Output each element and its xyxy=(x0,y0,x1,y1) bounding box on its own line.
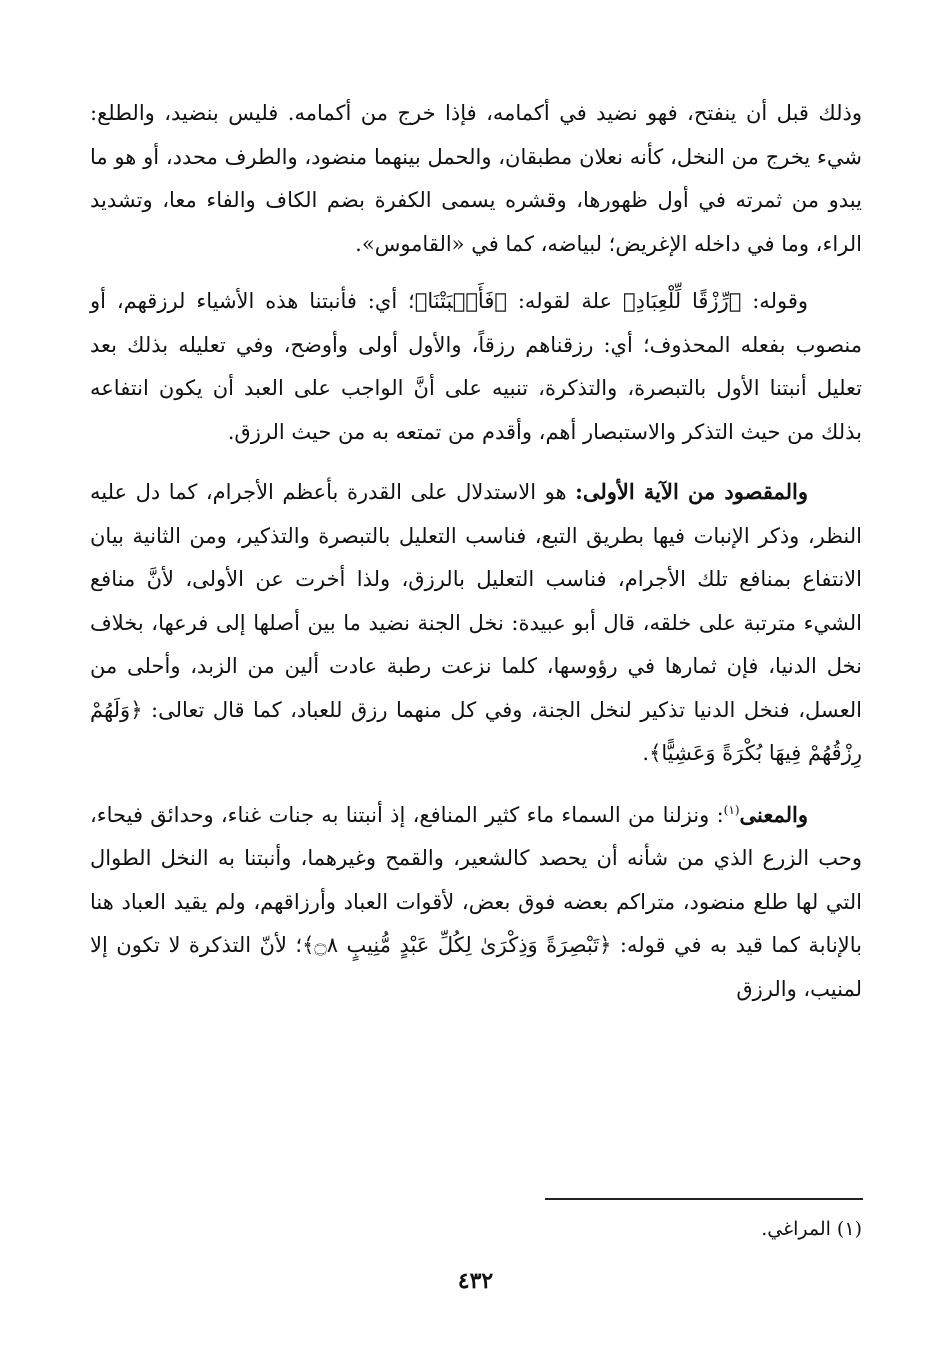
paragraph-4 xyxy=(90,793,862,1012)
paragraph-3-text: هو الاستدلال على القدرة بأعظم الأجرام، كما دل عليه النظر، وذكر الإنبات فيها بطريق التبع، فناسب التعليل بالتبصرة والتذكير، ومن الثانية بيان الانتفاع بمنافع تلك الأجرام، فناسب التعليل بالرزق، ولذا أخرت عن الأولى، لأنَّ منافع الشيء مترتبة على خلقه، قال أبو عبيدة: نخل الجنة نضيد ما بين أصلها إلى فرعها، بخلاف نخل الدنيا، فإن ثمارها في رؤوسها، كلما نزعت رطبة عادت ألين من الزبد، وأحلى من العسل، فنخل الدنيا تذكير لنخل الجنة، وفي كل منهما رزق للعباد، كما قال تعالى: ﴿وَلَهُمْ رِزْقُهُمْ فِيهَا بُكْرَةً وَعَشِيًّا﴾. xyxy=(90,480,862,765)
paragraph-1: وذلك قبل أن ينفتح، فهو نضيد في أكمامه، فإذا خرج من أكمامه. فليس بنضيد، والطلع: شيء يخرج من النخل، كأنه نعلان مطبقان، والحمل بينهما منضود، والطرف محدد، أو هو ما يبدو من ثمرته في أول ظهورها، وقشره يسمى الكفرة بضم الكاف والفاء معا، وتشديد الراء، وما في داخله الإغريض؛ لبياضه، كما في «القاموس». xyxy=(90,101,862,256)
footnote: (١) المراغي. xyxy=(761,1218,862,1240)
footnote-divider xyxy=(545,1198,863,1200)
footnote-marker[interactable]: (١) xyxy=(723,802,740,817)
paragraph-3 xyxy=(90,470,862,776)
page-number: ٤٣٢ xyxy=(457,1268,494,1294)
paragraph-4-heading: والمعنى xyxy=(739,801,808,827)
paragraph-4-text: : ونزلنا من السماء ماء كثير المنافع، إذ أنبتنا به جنات غناء، وحدائق فيحاء، وحب الزرع الذي من شأنه أن يحصد كالشعير، والقمح وغيرهما، وأنبتنا به النخل الطوال التي لها طلع منضود، متراكم بعضه فوق بعض، لأقوات العباد وأرزاقهم، ولم يقيد العباد هنا بالإنابة كما قيد به في قوله: ﴿تَبْصِرَةً وَذِكْرَىٰ لِكُلِّ عَبْدٍ مُّنِيبٍ ۝٨﴾؛ لأنّ التذكرة لا تكون إلا لمنيب، والرزق xyxy=(90,802,863,1001)
paragraph-3-heading: والمقصود من الآية الأولى: xyxy=(575,479,808,504)
paragraph-2: وقوله: ﴿رِّزْقًا لِّلْعِبَادِ﴾ علة لقوله: ﴿فَأَنۢبَتْنَا﴾؛ أي: فأنبتنا هذه الأشياء لرزقهم، أو منصوب بفعله المحذوف؛ أي: رزقناهم رزقاً، والأول أولى وأوضح، وفي تعليله بذلك بعد تعليل أنبتنا الأول بالتبصرة، والتذكرة، تنبيه على أنَّ الواجب على العبد أن يكون انتفاعه بذلك من حيث التذكر والاستبصار أهم، وأقدم من تمتعه به من حيث الرزق. xyxy=(90,289,862,444)
page-body xyxy=(90,92,862,1011)
